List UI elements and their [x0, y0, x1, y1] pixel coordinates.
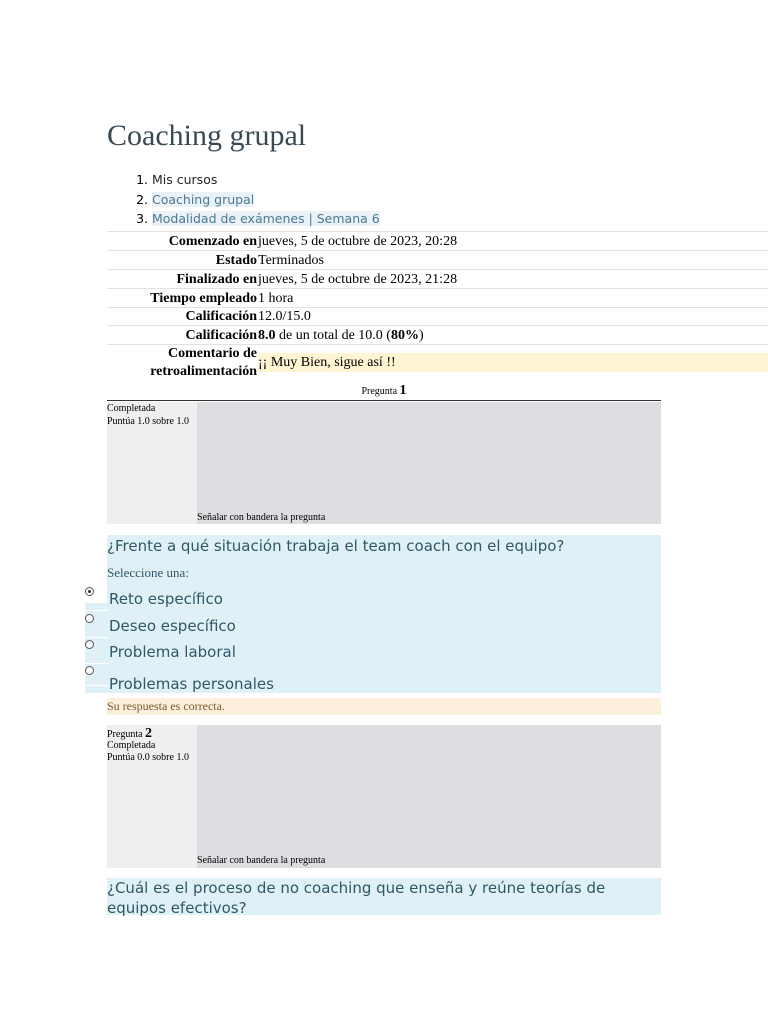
summary-row-time — [107, 288, 768, 308]
summary-row-started — [107, 231, 768, 251]
summary-label: Comentario de retroalimentación — [150, 346, 257, 379]
summary-label: Calificación — [185, 309, 257, 324]
breadcrumb-item-modalidad[interactable]: 3. Modalidad de exámenes | Semana 6 — [152, 209, 380, 229]
summary-value: 1 hora — [258, 291, 294, 306]
option-radio[interactable] — [85, 587, 94, 596]
summary-label: Estado — [215, 253, 257, 268]
option-label[interactable]: Deseo específico — [109, 617, 236, 635]
question-grade: Puntúa 0.0 sobre 1.0 — [107, 752, 189, 763]
summary-row-state — [107, 250, 768, 270]
summary-row-finished — [107, 269, 768, 289]
option-label[interactable]: Reto específico — [109, 590, 223, 608]
summary-row-grade — [107, 325, 768, 345]
question-2-info — [107, 725, 661, 868]
summary-label: Finalizado en — [176, 272, 257, 287]
flag-question-link[interactable]: Señalar con bandera la pregunta — [197, 512, 326, 523]
summary-label: Comenzado en — [168, 234, 257, 249]
option-radio[interactable] — [85, 614, 94, 623]
question-1-content — [107, 535, 661, 693]
page-title: Coaching grupal — [107, 119, 307, 152]
select-one-prompt: Seleccione una: — [107, 565, 189, 580]
summary-value: 8.0 de un total de 10.0 (80%) — [258, 328, 424, 343]
option-radio[interactable] — [85, 666, 94, 675]
summary-value: jueves, 5 de octubre de 2023, 21:28 — [258, 272, 458, 287]
flag-question-link[interactable]: Señalar con bandera la pregunta — [197, 855, 326, 866]
question-grade: Puntúa 1.0 sobre 1.0 — [107, 416, 189, 427]
summary-value: 12.0/15.0 — [258, 309, 311, 324]
feedback-box — [258, 353, 768, 372]
question-state: Completada — [107, 740, 156, 751]
question-text: ¿Frente a qué situación trabaja el team coach con el equipo? — [107, 537, 565, 555]
question-1-header: Pregunta 1 — [107, 383, 661, 401]
summary-row-feedback — [107, 344, 768, 382]
question-2-content — [107, 878, 661, 915]
summary-value: jueves, 5 de octubre de 2023, 20:28 — [258, 234, 458, 249]
question-state: Completada — [107, 403, 156, 414]
question-1-info — [107, 402, 661, 524]
breadcrumb — [108, 170, 380, 229]
answer-feedback: Su respuesta es correcta. — [107, 698, 661, 715]
summary-value: Terminados — [258, 253, 324, 268]
breadcrumb-item-coaching-grupal[interactable]: 2. Coaching grupal — [152, 190, 380, 210]
question-text: ¿Cuál es el proceso de no coaching que enseña y reúne teorías de equipos efectivos? — [107, 879, 606, 917]
option-label[interactable]: Problemas personales — [109, 675, 274, 693]
question-number: Pregunta 2 — [107, 726, 153, 741]
summary-row-marks — [107, 307, 768, 326]
option-radio[interactable] — [85, 640, 94, 649]
feedback-text: ¡¡ Muy Bien, sigue así !! — [258, 355, 396, 370]
summary-label: Tiempo empleado — [150, 291, 257, 306]
breadcrumb-item-mis-cursos[interactable]: 1. Mis cursos — [152, 170, 380, 190]
summary-label: Calificación — [185, 328, 257, 343]
option-label[interactable]: Problema laboral — [109, 643, 236, 661]
